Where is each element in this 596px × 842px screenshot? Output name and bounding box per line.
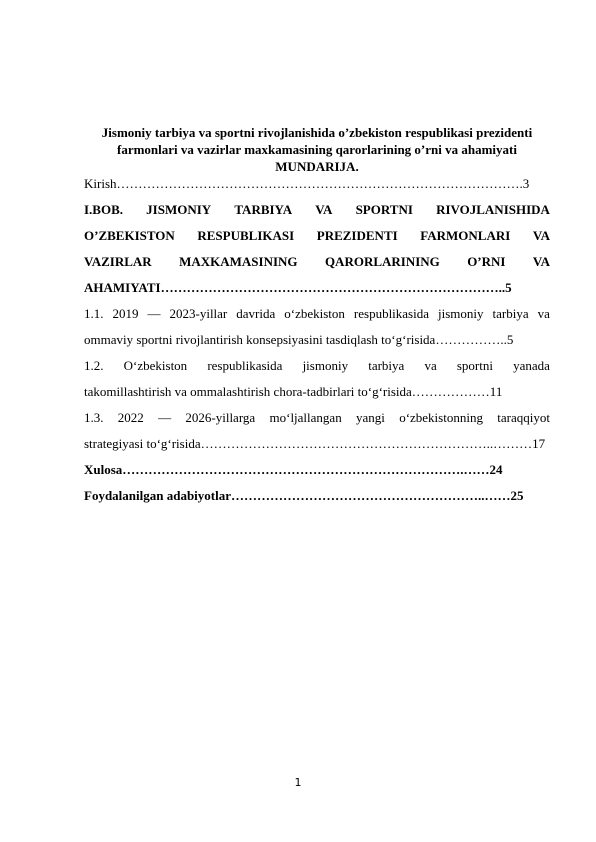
word: TARBIYA — [234, 202, 293, 217]
word: jismoniy — [302, 358, 349, 373]
word: o‘zbekiston — [284, 306, 345, 321]
word: tarbiya — [368, 358, 405, 373]
word: VA — [532, 254, 550, 269]
word: mo‘ljallangan — [269, 410, 342, 425]
toc-entry-1-3-line1 — [84, 406, 550, 430]
word: sportni — [456, 358, 493, 373]
word: 2023-yillar — [169, 306, 228, 321]
word: RIVOJLANISHIDA — [436, 202, 550, 217]
word: FARMONLARI — [420, 228, 511, 243]
toc-entry-1-2-line2: takomillashtirish va ommalashtirish chora-tadbirlari to‘g‘risida………………11 — [84, 384, 503, 399]
word: 1.2. — [84, 358, 104, 373]
word: 1.1. — [84, 306, 104, 321]
toc-entry-chapter1-line1 — [84, 198, 550, 222]
word: VAZIRLAR — [84, 254, 152, 269]
word: 1.3. — [84, 410, 104, 425]
word: I.BOB. — [84, 202, 124, 217]
title-line-2: farmonlari va vazirlar maxkamasining qarorlarining o’rni va ahamiyati — [117, 142, 517, 157]
word: JISMONIY — [146, 202, 212, 217]
toc-entry-foydalanilgan: Foydalanilgan adabiyotlar…………………………………………………..……25 — [84, 488, 524, 503]
word: — — [158, 410, 172, 425]
word: respublikasida — [353, 306, 429, 321]
word: tarbiya — [492, 306, 529, 321]
word: 2022 — [117, 410, 144, 425]
toc-entry-1-3-line2: strategiyasi to‘g‘risida…………………………………………………………..………17 — [84, 436, 546, 451]
toc-entry-chapter1-line3 — [84, 250, 550, 274]
toc-heading: MUNDARIJA. — [275, 159, 359, 174]
word: PREZIDENTI — [316, 228, 398, 243]
word: O’RNI — [467, 254, 506, 269]
word: va — [424, 358, 437, 373]
toc-entry-kirish: Kirish………………………………………………………………………………….3 — [84, 176, 530, 191]
word: yangi — [356, 410, 385, 425]
word: O‘zbekiston — [123, 358, 188, 373]
word: davrida — [236, 306, 276, 321]
toc-entry-1-1-line1 — [84, 302, 550, 326]
word: QARORLARINING — [324, 254, 440, 269]
word: VA — [532, 228, 550, 243]
word: respublikasida — [207, 358, 283, 373]
word: MAXKAMASINING — [179, 254, 298, 269]
toc-entry-chapter1-line2 — [84, 224, 550, 248]
word: RESPUBLIKASI — [197, 228, 295, 243]
word: VA — [315, 202, 333, 217]
document-title — [84, 124, 550, 175]
title-line-1: Jismoniy tarbiya va sportni rivojlanishida o’zbekiston respublikasi prezidenti — [101, 125, 533, 140]
word: 2026-yillarga — [185, 410, 256, 425]
word: O’ZBEKISTON — [84, 228, 175, 243]
toc-entry-chapter1-line4: AHAMIYATI……………………………………………………………………..5 — [84, 280, 512, 295]
word: — — [147, 306, 161, 321]
word: o‘zbekistonning — [399, 410, 483, 425]
toc-entry-xulosa: Xulosa…………………………………………………………………….……24 — [84, 462, 503, 477]
page-number: 1 — [294, 776, 302, 789]
word: va — [537, 306, 550, 321]
toc-entry-1-1-line2: ommaviy sportni rivojlantirish konsepsiyasini tasdiqlash to‘g‘risida……………..5 — [84, 332, 514, 347]
word: yanada — [513, 358, 550, 373]
word: jismoniy — [438, 306, 484, 321]
word: SPORTNI — [355, 202, 413, 217]
word: 2019 — [112, 306, 139, 321]
toc-entry-1-2-line1 — [84, 354, 550, 378]
word: taraqqiyot — [497, 410, 550, 425]
